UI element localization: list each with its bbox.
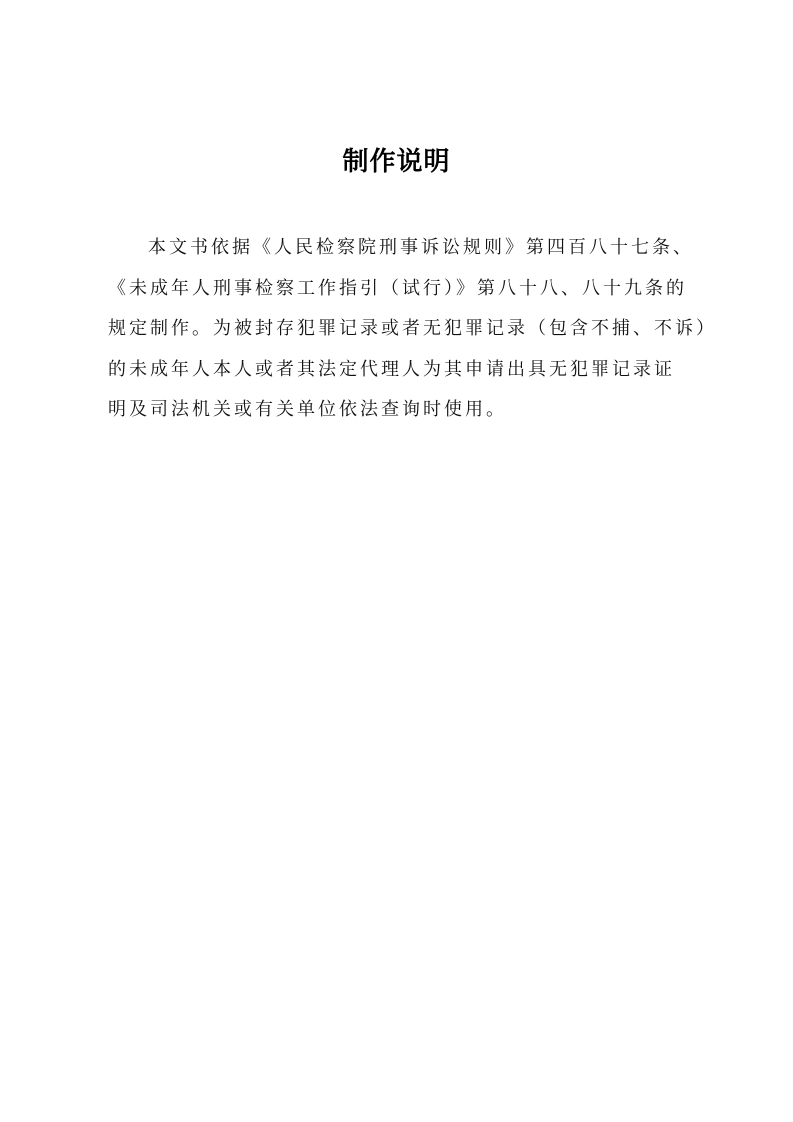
- paragraph-line: 规定制作。为被封存犯罪记录或者无犯罪记录（包含不捕、不诉）: [108, 318, 717, 340]
- paragraph-line: 本文书依据《人民检察院刑事诉讼规则》第四百八十七条、: [148, 237, 694, 258]
- paragraph-line: 明及司法机关或有关单位依法查询时使用。: [108, 399, 507, 421]
- instruction-paragraph: [108, 228, 717, 431]
- page-title: 制作说明: [342, 147, 451, 177]
- paragraph-line: 的未成年人本人或者其法定代理人为其申请出具无犯罪记录证: [108, 358, 675, 380]
- paragraph-line: 《未成年人刑事检察工作指引（试行）》第八十八、八十九条的: [108, 277, 687, 299]
